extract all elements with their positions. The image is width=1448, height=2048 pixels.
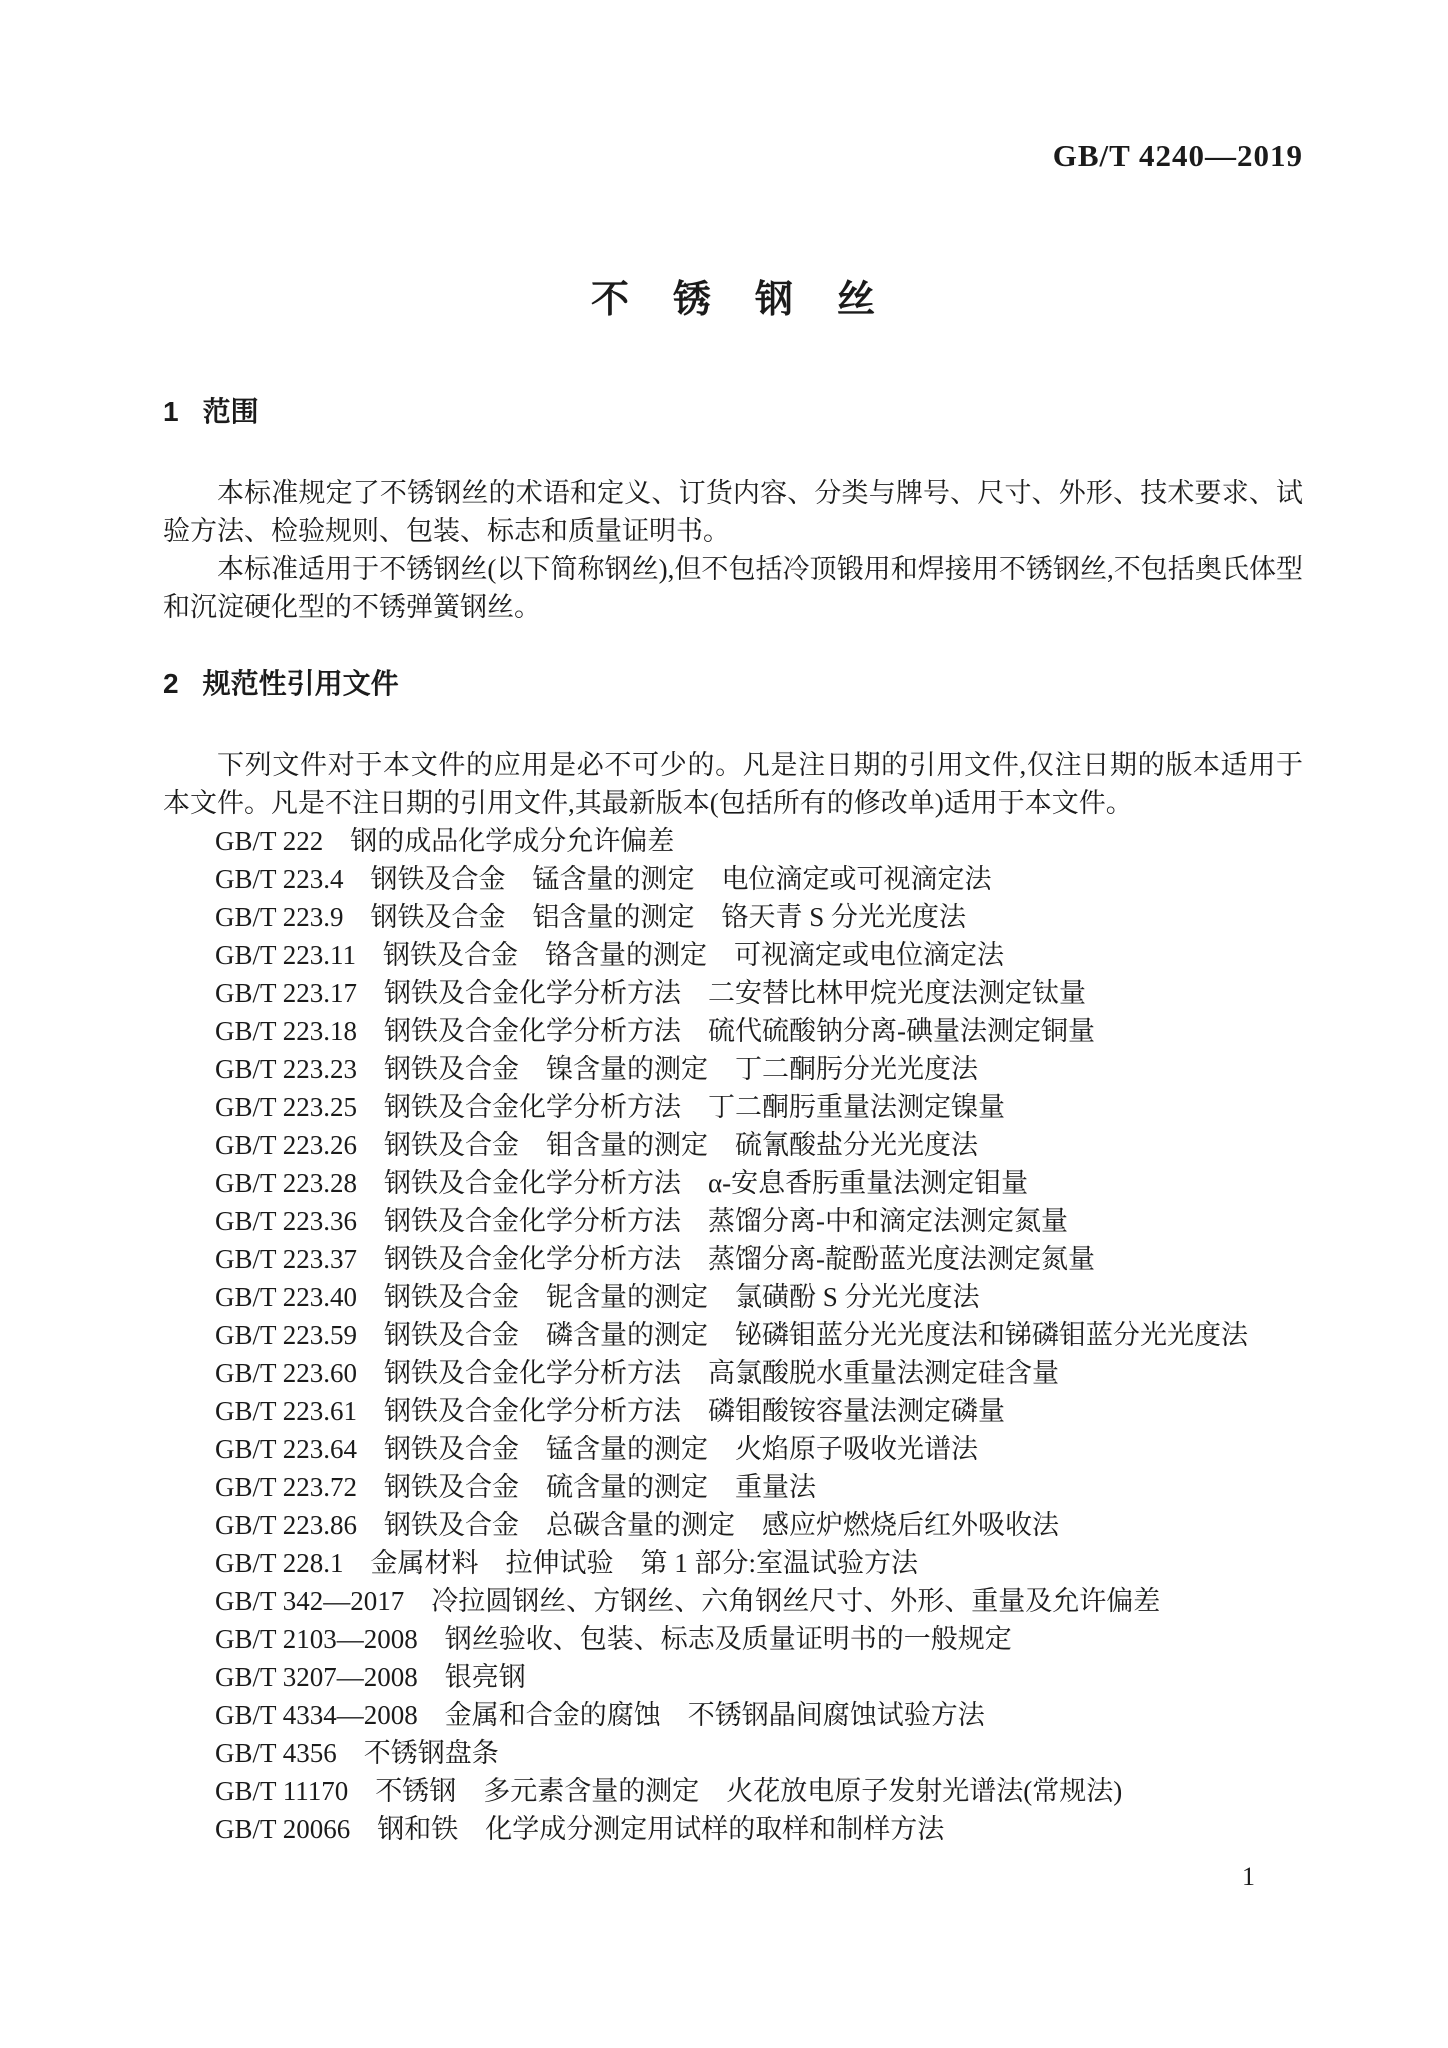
paragraph: 本标准规定了不锈钢丝的术语和定义、订货内容、分类与牌号、尺寸、外形、技术要求、试验方法、检验规则、包装、标志和质量证明书。 — [163, 478, 1303, 546]
reference-item: GB/T 223.25 钢铁及合金化学分析方法 丁二酮肟重量法测定镍量 — [215, 1092, 1006, 1122]
reference-item: GB/T 223.11 钢铁及合金 铬含量的测定 可视滴定或电位滴定法 — [215, 940, 1005, 970]
reference-item: GB/T 223.61 钢铁及合金化学分析方法 磷钼酸铵容量法测定磷量 — [215, 1396, 1006, 1426]
references-list — [163, 822, 1303, 1848]
reference-item: GB/T 342—2017 冷拉圆钢丝、方钢丝、六角钢丝尺寸、外形、重量及允许偏差 — [215, 1586, 1161, 1616]
reference-item: GB/T 2103—2008 钢丝验收、包装、标志及质量证明书的一般规定 — [215, 1624, 1012, 1654]
section-2-body — [163, 746, 1303, 1848]
section-1-title: 范围 — [202, 396, 259, 427]
reference-item: GB/T 223.18 钢铁及合金化学分析方法 硫代硫酸钠分离-碘量法测定铜量 — [215, 1016, 1096, 1046]
section-1-number: 1 — [163, 396, 179, 427]
document-title: 不锈钢丝 — [590, 279, 919, 321]
page-number: 1 — [1242, 1862, 1255, 1891]
reference-item: GB/T 223.17 钢铁及合金化学分析方法 二安替比林甲烷光度法测定钛量 — [215, 978, 1087, 1008]
paragraph: 本标准适用于不锈钢丝(以下简称钢丝),但不包括冷顶锻用和焊接用不锈钢丝,不包括奥氏体型和沉淀硬化型的不锈弹簧钢丝。 — [163, 554, 1303, 622]
reference-item: GB/T 228.1 金属材料 拉伸试验 第 1 部分:室温试验方法 — [215, 1548, 919, 1578]
reference-item: GB/T 4334—2008 金属和合金的腐蚀 不锈钢晶间腐蚀试验方法 — [215, 1700, 985, 1730]
reference-item: GB/T 223.26 钢铁及合金 钼含量的测定 硫氰酸盐分光光度法 — [215, 1130, 979, 1160]
reference-item: GB/T 223.36 钢铁及合金化学分析方法 蒸馏分离-中和滴定法测定氮量 — [215, 1206, 1069, 1236]
reference-item: GB/T 223.60 钢铁及合金化学分析方法 高氯酸脱水重量法测定硅含量 — [215, 1358, 1060, 1388]
section-1-body — [163, 474, 1303, 626]
paragraph: 下列文件对于本文件的应用是必不可少的。凡是注日期的引用文件,仅注日期的版本适用于本文件。凡是不注日期的引用文件,其最新版本(包括所有的修改单)适用于本文件。 — [163, 750, 1303, 818]
page-content — [163, 0, 1303, 1892]
reference-item: GB/T 223.37 钢铁及合金化学分析方法 蒸馏分离-靛酚蓝光度法测定氮量 — [215, 1244, 1096, 1274]
reference-item: GB/T 3207—2008 银亮钢 — [215, 1662, 526, 1692]
reference-item: GB/T 223.4 钢铁及合金 锰含量的测定 电位滴定或可视滴定法 — [215, 864, 992, 894]
reference-item: GB/T 222 钢的成品化学成分允许偏差 — [215, 826, 675, 856]
reference-item: GB/T 223.64 钢铁及合金 锰含量的测定 火焰原子吸收光谱法 — [215, 1434, 979, 1464]
reference-item: GB/T 223.23 钢铁及合金 镍含量的测定 丁二酮肟分光光度法 — [215, 1054, 979, 1084]
reference-item: GB/T 223.40 钢铁及合金 铌含量的测定 氯磺酚 S 分光光度法 — [215, 1282, 980, 1312]
reference-item: GB/T 4356 不锈钢盘条 — [215, 1738, 499, 1768]
reference-item: GB/T 223.9 钢铁及合金 铝含量的测定 铬天青 S 分光光度法 — [215, 902, 967, 932]
reference-item: GB/T 223.28 钢铁及合金化学分析方法 α-安息香肟重量法测定钼量 — [215, 1168, 1029, 1198]
section-2-heading — [163, 668, 1303, 700]
reference-item: GB/T 223.72 钢铁及合金 硫含量的测定 重量法 — [215, 1472, 817, 1502]
reference-item: GB/T 223.59 钢铁及合金 磷含量的测定 铋磷钼蓝分光光度法和锑磷钼蓝分光光度法 — [215, 1320, 1249, 1350]
document-code: GB/T 4240—2019 — [1052, 138, 1303, 173]
section-2-title: 规范性引用文件 — [202, 668, 399, 699]
section-2-number: 2 — [163, 668, 179, 699]
reference-item: GB/T 223.86 钢铁及合金 总碳含量的测定 感应炉燃烧后红外吸收法 — [215, 1510, 1060, 1540]
reference-item: GB/T 11170 不锈钢 多元素含量的测定 火花放电原子发射光谱法(常规法) — [215, 1776, 1123, 1806]
reference-item: GB/T 20066 钢和铁 化学成分测定用试样的取样和制样方法 — [215, 1814, 945, 1844]
section-1-heading — [163, 396, 1303, 428]
